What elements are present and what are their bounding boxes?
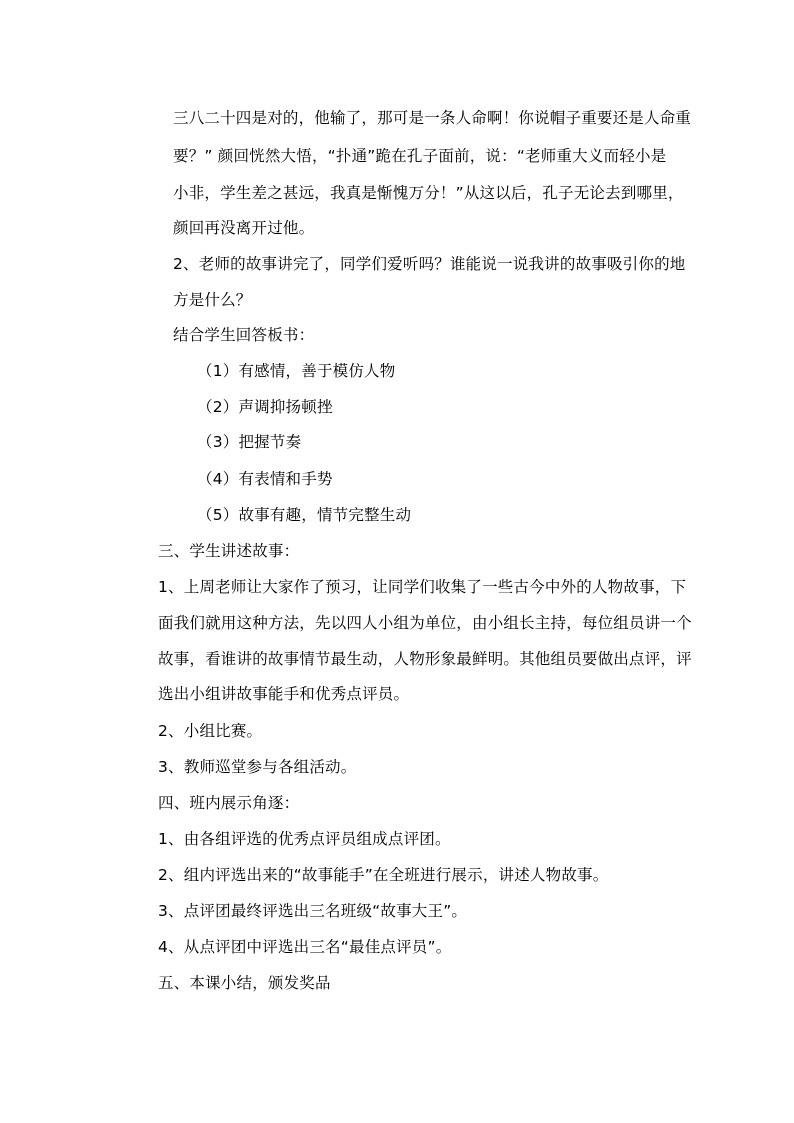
question-line-2: 方是什么？ xyxy=(173,291,252,309)
board-point: （3）把握节奏 xyxy=(197,433,302,451)
board-point: （1）有感情，善于模仿人物 xyxy=(197,362,396,380)
section3-item1-line: 面我们就用这种方法，先以四人小组为单位，由小组长主持，每位组员讲一个 xyxy=(158,614,692,632)
board-point: （5）故事有趣，情节完整生动 xyxy=(197,506,412,524)
section4-item: 4、从点评团中评选出三名“最佳点评员”。 xyxy=(158,938,452,956)
section-heading-4: 四、班内展示角逐： xyxy=(158,794,300,812)
section4-item: 2、组内评选出来的“故事能手”在全班进行展示，讲述人物故事。 xyxy=(158,866,609,884)
section3-item1-line: 1、上周老师让大家作了预习，让同学们收集了一些古今中外的人物故事，下 xyxy=(158,578,687,596)
section-heading-5: 五、本课小结，颁发奖品 xyxy=(158,974,331,992)
story-line-4: 颜回再没离开过他。 xyxy=(173,219,315,237)
board-intro: 结合学生回答板书： xyxy=(173,326,315,344)
section3-item1-line: 选出小组讲故事能手和优秀点评员。 xyxy=(158,685,410,703)
section-heading-3: 三、学生讲述故事： xyxy=(158,542,300,560)
section3-item1-line: 故事，看谁讲的故事情节最生动，人物形象最鲜明。其他组员要做出点评，评 xyxy=(158,650,692,668)
section3-item2: 2、小组比赛。 xyxy=(158,722,263,740)
section4-item: 1、由各组评选的优秀点评员组成点评团。 xyxy=(158,830,451,848)
story-line-3: 小非，学生差之甚远，我真是惭愧万分！”从这以后，孔子无论去到哪里， xyxy=(173,184,684,202)
story-line-2: 要？” 颜回恍然大悟，“扑通”跪在孔子面前，说：“老师重大义而轻小是 xyxy=(173,147,667,165)
section3-item3: 3、教师巡堂参与各组活动。 xyxy=(158,758,357,776)
board-point: （2）声调抑扬顿挫 xyxy=(197,398,333,416)
story-line-1: 三八二十四是对的，他输了，那可是一条人命啊！你说帽子重要还是人命重 xyxy=(173,109,692,127)
question-line-1: 2、老师的故事讲完了，同学们爱听吗？谁能说一说我讲的故事吸引你的地 xyxy=(173,255,686,273)
section4-item: 3、点评团最终评选出三名班级“故事大王”。 xyxy=(158,902,468,920)
board-point: （4）有表情和手势 xyxy=(197,470,333,488)
